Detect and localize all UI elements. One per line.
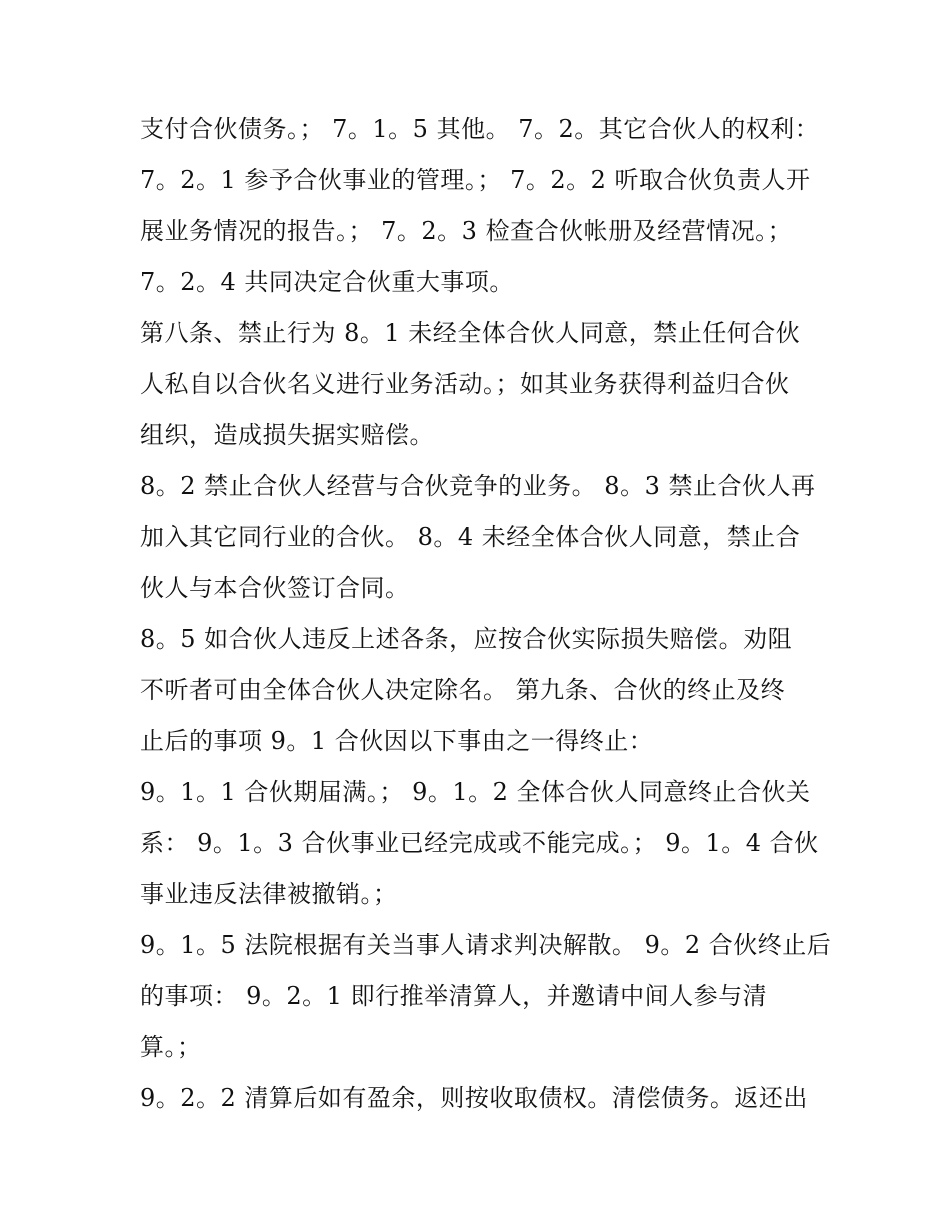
text-line: 第八条、禁止行为 8。1 未经全体合伙人同意，禁止任何合伙: [140, 319, 801, 347]
text-line: 伙人与本合伙签订合同。: [140, 574, 410, 602]
text-line: 7。2。1 参予合伙事业的管理。； 7。2。2 听取合伙负责人开: [140, 166, 811, 194]
text-line: 8。2 禁止合伙人经营与合伙竞争的业务。 8。3 禁止合伙人再: [140, 472, 816, 500]
text-line: 展业务情况的报告。； 7。2。3 检查合伙帐册及经营情况。；: [140, 217, 793, 245]
text-line: 不听者可由全体合伙人决定除名。 第九条、合伙的终止及终: [140, 676, 786, 704]
text-line: 事业违反法律被撤销。；: [140, 880, 398, 908]
text-line: 9。1。1 合伙期届满。； 9。1。2 全体合伙人同意终止合伙关: [140, 778, 811, 806]
text-line: 组织，造成损失据实赔偿。: [140, 421, 434, 449]
text-line: 的事项： 9。2。1 即行推举清算人，并邀请中间人参与清: [140, 982, 768, 1010]
text-line: 9。2。2 清算后如有盈余，则按收取债权。清偿债务。返还出: [140, 1084, 808, 1112]
text-line: 8。5 如合伙人违反上述各条，应按合伙实际损失赔偿。劝阻: [140, 625, 793, 653]
text-line: 止后的事项 9。1 合伙因以下事由之一得终止：: [140, 727, 654, 755]
text-line: 9。1。5 法院根据有关当事人请求判决解散。 9。2 合伙终止后: [140, 931, 832, 959]
text-line: 人私自以合伙名义进行业务活动。；如其业务获得利益归合伙: [140, 370, 790, 398]
text-line: 算。；: [140, 1033, 202, 1061]
text-line: 加入其它同行业的合伙。 8。4 未经全体合伙人同意，禁止合: [140, 523, 801, 551]
text-line: 系： 9。1。3 合伙事业已经完成或不能完成。； 9。1。4 合伙: [140, 829, 819, 857]
text-line: 7。2。4 共同决定合伙重大事项。: [140, 268, 514, 296]
text-line: 支付合伙债务。； 7。1。5 其他。 7。2。其它合伙人的权利：: [140, 115, 820, 143]
